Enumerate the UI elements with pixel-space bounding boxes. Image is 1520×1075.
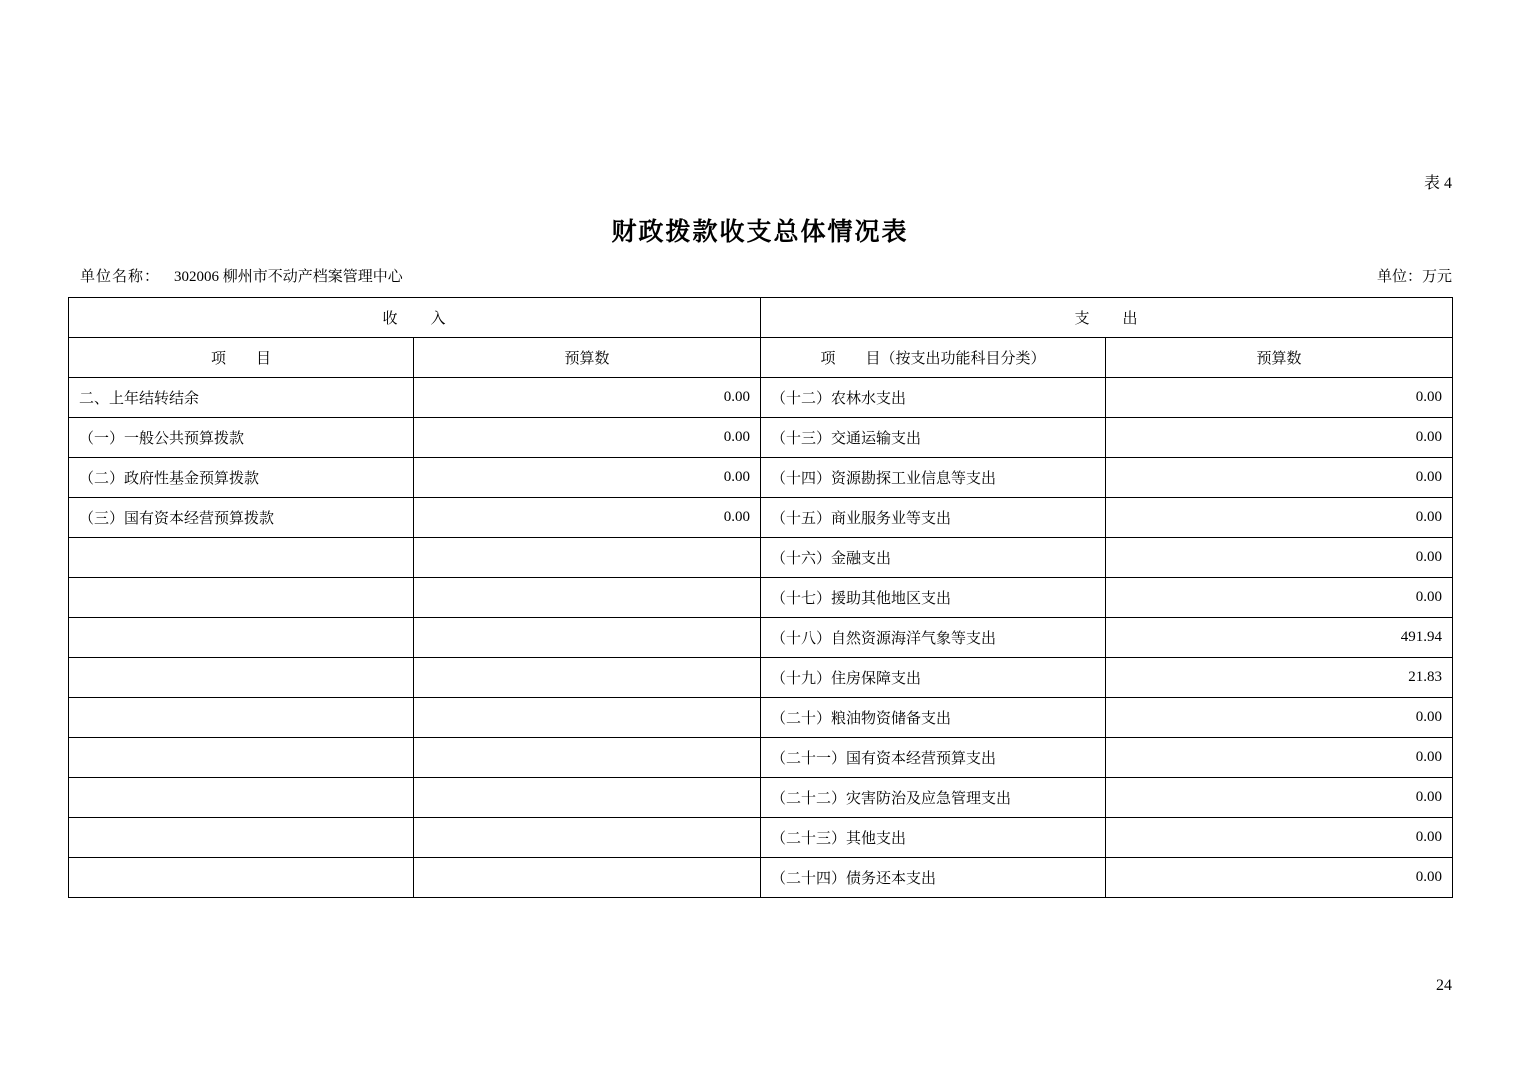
income-amount-cell: 0.00	[414, 458, 761, 498]
income-item-cell	[69, 698, 414, 738]
expense-amount-cell: 0.00	[1106, 498, 1453, 538]
income-item-cell	[69, 738, 414, 778]
table-row	[69, 698, 1453, 738]
expense-item-cell: （十七）援助其他地区支出	[761, 578, 1106, 618]
income-amount-cell	[414, 858, 761, 898]
table-row	[69, 818, 1453, 858]
income-amount-cell	[414, 818, 761, 858]
income-item-cell	[69, 858, 414, 898]
table-row	[69, 738, 1453, 778]
income-item-cell	[69, 538, 414, 578]
page-title: 财政拨款收支总体情况表	[611, 219, 909, 246]
income-amount-cell	[414, 738, 761, 778]
table-row	[69, 778, 1453, 818]
table-header-group-row	[69, 298, 1453, 338]
expense-item-header: 项 目（按支出功能科目分类）	[761, 338, 1106, 378]
expense-amount-cell: 0.00	[1106, 778, 1453, 818]
table-row	[69, 658, 1453, 698]
table-row	[69, 618, 1453, 658]
table-row	[69, 538, 1453, 578]
expense-item-cell: （二十）粮油物资储备支出	[761, 698, 1106, 738]
table-row	[69, 458, 1453, 498]
expense-amount-cell: 0.00	[1106, 538, 1453, 578]
income-amount-cell	[414, 618, 761, 658]
expense-item-cell: （二十一）国有资本经营预算支出	[761, 738, 1106, 778]
financial-table	[68, 297, 1453, 898]
income-amount-cell	[414, 578, 761, 618]
expense-item-cell: （十二）农林水支出	[761, 378, 1106, 418]
expense-group-header: 支 出	[761, 298, 1453, 338]
expense-item-cell: （二十四）债务还本支出	[761, 858, 1106, 898]
expense-amount-cell: 0.00	[1106, 458, 1453, 498]
income-item-header: 项 目	[69, 338, 414, 378]
unit-measure: 单位：万元	[1376, 269, 1452, 285]
expense-amount-cell: 0.00	[1106, 578, 1453, 618]
expense-amount-cell: 21.83	[1106, 658, 1453, 698]
income-amount-cell: 0.00	[414, 378, 761, 418]
expense-item-cell: （十三）交通运输支出	[761, 418, 1106, 458]
income-amount-cell: 0.00	[414, 418, 761, 458]
income-item-cell	[69, 618, 414, 658]
income-item-cell	[69, 658, 414, 698]
income-group-header: 收 入	[69, 298, 761, 338]
page-number: 24	[1436, 977, 1452, 994]
income-amount-cell	[414, 698, 761, 738]
expense-amount-cell: 0.00	[1106, 698, 1453, 738]
expense-item-cell: （十四）资源勘探工业信息等支出	[761, 458, 1106, 498]
expense-amount-cell: 491.94	[1106, 618, 1453, 658]
unit-name-label: 单位名称：	[80, 269, 161, 285]
expense-amount-header: 预算数	[1106, 338, 1453, 378]
income-amount-cell	[414, 538, 761, 578]
expense-amount-cell: 0.00	[1106, 378, 1453, 418]
unit-name-value: 302006 柳州市不动产档案管理中心	[174, 269, 403, 285]
income-amount-header: 预算数	[414, 338, 761, 378]
unit-name	[80, 265, 403, 286]
income-item-cell	[69, 578, 414, 618]
income-item-cell: （一）一般公共预算拨款	[69, 418, 414, 458]
income-item-cell	[69, 818, 414, 858]
income-item-cell	[69, 778, 414, 818]
expense-amount-cell: 0.00	[1106, 418, 1453, 458]
income-item-cell: （二）政府性基金预算拨款	[69, 458, 414, 498]
table-row	[69, 498, 1453, 538]
table-row	[69, 418, 1453, 458]
expense-item-cell: （十五）商业服务业等支出	[761, 498, 1106, 538]
table-row	[69, 578, 1453, 618]
expense-item-cell: （十九）住房保障支出	[761, 658, 1106, 698]
expense-amount-cell: 0.00	[1106, 818, 1453, 858]
table-body	[69, 378, 1453, 898]
income-amount-cell	[414, 658, 761, 698]
expense-amount-cell: 0.00	[1106, 738, 1453, 778]
expense-item-cell: （十六）金融支出	[761, 538, 1106, 578]
table-row	[69, 858, 1453, 898]
income-amount-cell: 0.00	[414, 498, 761, 538]
table-number: 表 4	[1423, 175, 1452, 192]
table-header-col-row	[69, 338, 1453, 378]
expense-item-cell: （二十二）灾害防治及应急管理支出	[761, 778, 1106, 818]
income-item-cell: （三）国有资本经营预算拨款	[69, 498, 414, 538]
table-row	[69, 378, 1453, 418]
expense-item-cell: （十八）自然资源海洋气象等支出	[761, 618, 1106, 658]
expense-amount-cell: 0.00	[1106, 858, 1453, 898]
expense-item-cell: （二十三）其他支出	[761, 818, 1106, 858]
income-amount-cell	[414, 778, 761, 818]
income-item-cell: 二、上年结转结余	[69, 378, 414, 418]
